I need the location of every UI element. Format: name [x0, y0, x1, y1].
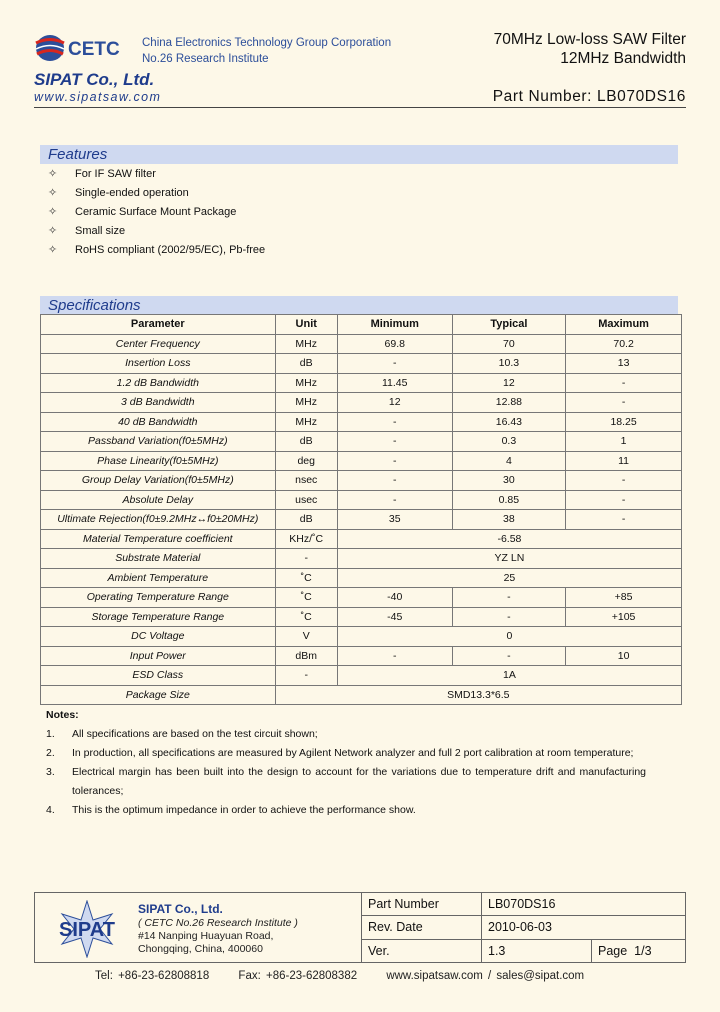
parameter-cell: Phase Linearity(f0±5MHz) — [41, 451, 276, 471]
org-line-2: No.26 Research Institute — [142, 53, 269, 65]
value-cell: dB — [275, 510, 337, 530]
column-header: Maximum — [566, 315, 682, 335]
footer-address — [138, 917, 298, 956]
notes-section — [46, 706, 646, 820]
parameter-cell: Insertion Loss — [41, 354, 276, 374]
parameter-cell: Storage Temperature Range — [41, 607, 276, 627]
value-cell: - — [452, 646, 566, 666]
value-cell: -40 — [337, 588, 452, 608]
table-row — [41, 412, 682, 432]
table-row — [41, 393, 682, 413]
value-cell: KHz/˚C — [275, 529, 337, 549]
value-cell: - — [337, 471, 452, 491]
note-number: 2. — [46, 747, 55, 759]
value-cell: +85 — [566, 588, 682, 608]
value-cell: MHz — [275, 373, 337, 393]
note-text: In production, all specifications are measured by Agilent Network analyzer and full 2 port calibration at room temperature; — [72, 747, 634, 759]
parameter-cell: Group Delay Variation(f0±5MHz) — [41, 471, 276, 491]
table-row — [41, 451, 682, 471]
value-cell: -45 — [337, 607, 452, 627]
cetc-globe-icon — [36, 35, 64, 61]
features-title: Features — [40, 145, 678, 164]
value-cell: MHz — [275, 393, 337, 413]
feature-text: For IF SAW filter — [75, 168, 156, 180]
table-row — [41, 373, 682, 393]
feature-item — [48, 241, 265, 260]
column-header: Minimum — [337, 315, 452, 335]
table-row — [41, 510, 682, 530]
feature-text: Ceramic Surface Mount Package — [75, 206, 237, 218]
table-row — [41, 490, 682, 510]
table-row — [41, 334, 682, 354]
column-header: Unit — [275, 315, 337, 335]
feature-text: Single-ended operation — [75, 187, 189, 199]
note-item — [46, 725, 646, 744]
page-value: 1/3 — [634, 943, 652, 958]
value-cell: - — [566, 490, 682, 510]
value-cell: MHz — [275, 412, 337, 432]
value-cell: - — [566, 471, 682, 491]
value-cell: - — [452, 607, 566, 627]
table-row — [41, 529, 682, 549]
footer-company: SIPAT Co., Ltd. — [138, 902, 223, 916]
value-cell: 1A — [337, 666, 681, 686]
footer-address-line-2: Chongqing, China, 400060 — [138, 943, 263, 955]
value-cell: - — [337, 354, 452, 374]
parameter-cell: 3 dB Bandwidth — [41, 393, 276, 413]
value-cell: dB — [275, 354, 337, 374]
note-item — [46, 744, 646, 763]
rev-date-label: Rev. Date — [362, 916, 482, 939]
value-cell: - — [275, 549, 337, 569]
value-cell: deg — [275, 451, 337, 471]
value-cell: 12.88 — [452, 393, 566, 413]
value-cell: - — [275, 666, 337, 686]
specifications-table — [40, 314, 682, 705]
svg-text:CETC: CETC — [68, 39, 120, 60]
value-cell: 10.3 — [452, 354, 566, 374]
note-number: 1. — [46, 728, 55, 740]
value-cell: 25 — [337, 568, 681, 588]
value-cell: nsec — [275, 471, 337, 491]
parameter-cell: Ultimate Rejection(f0±9.2MHz↔f0±20MHz) — [41, 510, 276, 530]
header-divider — [34, 107, 686, 108]
value-cell: 70 — [452, 334, 566, 354]
ver-value: 1.3 — [482, 939, 592, 962]
value-cell: - — [337, 490, 452, 510]
website-link[interactable]: www.sipatsaw.com — [34, 90, 162, 104]
value-cell: - — [566, 373, 682, 393]
value-cell: - — [337, 451, 452, 471]
organization-name — [142, 35, 391, 67]
value-cell: YZ LN — [337, 549, 681, 569]
bullet-icon: ✧ — [48, 206, 58, 218]
web-email[interactable]: www.sipatsaw.com / sales@sipat.com — [386, 970, 585, 982]
note-item — [46, 763, 646, 801]
company-name: SIPAT Co., Ltd. — [34, 70, 155, 89]
feature-text: Small size — [75, 225, 126, 237]
value-cell: - — [566, 393, 682, 413]
table-row — [41, 432, 682, 452]
value-cell: 12 — [452, 373, 566, 393]
rev-date-value: 2010-06-03 — [482, 916, 686, 939]
value-cell: - — [452, 588, 566, 608]
table-row — [41, 549, 682, 569]
bullet-icon: ✧ — [48, 168, 58, 180]
parameter-cell: DC Voltage — [41, 627, 276, 647]
value-cell: usec — [275, 490, 337, 510]
value-cell: - — [337, 432, 452, 452]
spec-header-row — [41, 315, 682, 335]
value-cell: -6.58 — [337, 529, 681, 549]
value-cell: 13 — [566, 354, 682, 374]
table-row — [41, 685, 682, 705]
part-number: Part Number: LB070DS16 — [492, 88, 686, 105]
parameter-cell: Ambient Temperature — [41, 568, 276, 588]
part-number-label: Part Number — [362, 893, 482, 916]
part-number-value: LB070DS16 — [482, 893, 686, 916]
bullet-icon: ✧ — [48, 225, 58, 237]
bullet-icon: ✧ — [48, 244, 58, 256]
value-cell: MHz — [275, 334, 337, 354]
value-cell: 0 — [337, 627, 681, 647]
value-cell: 16.43 — [452, 412, 566, 432]
footer-address-line-1: #14 Nanping Huayuan Road, — [138, 930, 274, 942]
bullet-icon: ✧ — [48, 187, 58, 199]
value-cell: 4 — [452, 451, 566, 471]
parameter-cell: Center Frequency — [41, 334, 276, 354]
specifications-title: Specifications — [40, 296, 678, 315]
value-cell: 11 — [566, 451, 682, 471]
note-text: Electrical margin has been built into the design to account for the variations due to temperature drift and manufacturing tolerances; — [72, 766, 646, 797]
note-text: This is the optimum impedance in order to achieve the performance show. — [72, 804, 416, 816]
fax: Fax: +86-23-62808382 — [238, 970, 358, 982]
value-cell: dB — [275, 432, 337, 452]
value-cell: 35 — [337, 510, 452, 530]
table-row — [41, 568, 682, 588]
value-cell: 0.85 — [452, 490, 566, 510]
parameter-cell: Operating Temperature Range — [41, 588, 276, 608]
document-info-table — [361, 892, 686, 963]
table-row — [41, 666, 682, 686]
value-cell: 30 — [452, 471, 566, 491]
parameter-cell: Passband Variation(f0±5MHz) — [41, 432, 276, 452]
feature-item — [48, 165, 265, 184]
notes-title: Notes: — [46, 709, 79, 721]
parameter-cell: Input Power — [41, 646, 276, 666]
ver-label: Ver. — [362, 939, 482, 962]
value-cell: 12 — [337, 393, 452, 413]
value-cell: 18.25 — [566, 412, 682, 432]
value-cell: 10 — [566, 646, 682, 666]
product-line-2: 12MHz Bandwidth — [560, 50, 686, 67]
sipat-logo — [42, 900, 132, 958]
product-title — [494, 30, 686, 68]
page-label: Page — [598, 943, 628, 958]
value-cell: ˚C — [275, 568, 337, 588]
value-cell: 69.8 — [337, 334, 452, 354]
parameter-cell: Material Temperature coefficient — [41, 529, 276, 549]
cetc-logo — [34, 30, 134, 66]
value-cell: SMD13.3*6.5 — [275, 685, 681, 705]
value-cell: ˚C — [275, 607, 337, 627]
page-indicator — [592, 939, 686, 962]
value-cell: - — [337, 646, 452, 666]
table-row — [41, 627, 682, 647]
value-cell: ˚C — [275, 588, 337, 608]
value-cell: 0.3 — [452, 432, 566, 452]
telephone: Tel: +86-23-62808818 — [95, 970, 210, 982]
value-cell: dBm — [275, 646, 337, 666]
parameter-cell: Package Size — [41, 685, 276, 705]
value-cell: 1 — [566, 432, 682, 452]
feature-item — [48, 222, 265, 241]
value-cell: 70.2 — [566, 334, 682, 354]
table-row — [41, 607, 682, 627]
note-number: 4. — [46, 804, 55, 816]
table-row — [41, 646, 682, 666]
column-header: Typical — [452, 315, 566, 335]
footer-institute: ( CETC No.26 Research Institute ) — [138, 917, 298, 929]
value-cell: V — [275, 627, 337, 647]
table-row — [41, 588, 682, 608]
feature-item — [48, 203, 265, 222]
svg-text:SIPAT: SIPAT — [59, 919, 115, 941]
note-item — [46, 801, 646, 820]
column-header: Parameter — [41, 315, 276, 335]
note-text: All specifications are based on the test circuit shown; — [72, 728, 318, 740]
parameter-cell: ESD Class — [41, 666, 276, 686]
value-cell: 38 — [452, 510, 566, 530]
parameter-cell: Absolute Delay — [41, 490, 276, 510]
value-cell: 11.45 — [337, 373, 452, 393]
note-number: 3. — [46, 766, 55, 778]
org-line-1: China Electronics Technology Group Corporation — [142, 37, 392, 49]
parameter-cell: 40 dB Bandwidth — [41, 412, 276, 432]
features-list — [48, 165, 265, 260]
feature-item — [48, 184, 265, 203]
table-row — [41, 354, 682, 374]
parameter-cell: 1.2 dB Bandwidth — [41, 373, 276, 393]
feature-text: RoHS compliant (2002/95/EC), Pb-free — [75, 244, 266, 256]
value-cell: +105 — [566, 607, 682, 627]
table-row — [41, 471, 682, 491]
value-cell: - — [337, 412, 452, 432]
value-cell: - — [566, 510, 682, 530]
product-line-1: 70MHz Low-loss SAW Filter — [493, 31, 686, 48]
contact-line — [95, 970, 608, 982]
parameter-cell: Substrate Material — [41, 549, 276, 569]
